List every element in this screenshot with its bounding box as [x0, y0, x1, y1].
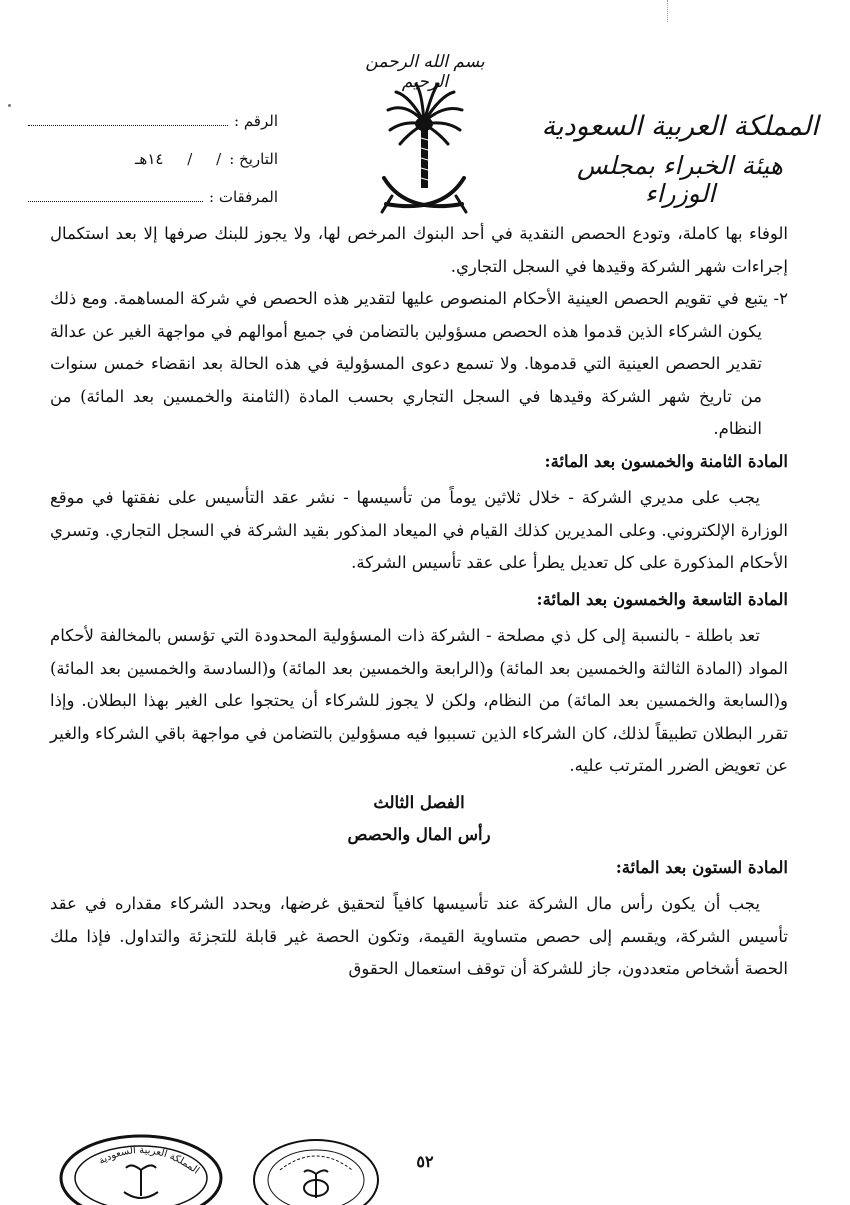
document-body: [50, 218, 788, 986]
scan-dot: [8, 104, 11, 107]
chapter-heading: الفصل الثالث: [373, 792, 465, 812]
attachments-line: [28, 200, 203, 202]
date-value: / / ١٤هـ: [135, 150, 222, 168]
article-160-heading: المادة الستون بعد المائة:: [615, 857, 788, 877]
scan-mark: [667, 0, 669, 22]
article-159-text: تعد باطلة - بالنسبة إلى كل ذي مصلحة - الشركة ذات المسؤولية المحدودة التي تؤسس بالمخالفة لأحكام المواد (المادة الثالثة والخمسين بعد المائة) و(الرابعة والخمسين بعد المائة) و(السادسة والخمسين بعد المائة) و(السابعة والخمسين بعد المائة) من النظام، ولكن لا يجوز للشركاء أن يحتجوا على الغير بهذا البطلان. وإذا تقرر البطلان تطبيقاً لذلك، كان الشركاء الذين تسببوا فيه مسؤولين بالتضامن في مواجهة باقي الشركاء والغير عن تعويض الضرر المترتب عليه.: [50, 626, 788, 775]
council-title: هيئة الخبراء بمجلس الوزراء: [576, 151, 783, 208]
council-seal-stamp-icon: [250, 1130, 382, 1205]
attachments-row: [28, 184, 278, 206]
official-seal-stamp-icon: [56, 1130, 226, 1205]
reference-label: الرقم :: [234, 112, 278, 130]
article-158-text: يجب على مديري الشركة - خلال ثلاثين يوماً من تأسيسها - نشر عقد التأسيس على نفقتها في موقع الوزارة الإلكتروني. وعلى المديرين كذلك القيام في الميعاد المذكور بقيد الشركة في السجل التجاري. وتسري الأحكام المذكورة على كل تعديل يطرأ على عقد تأسيس الشركة.: [50, 488, 788, 572]
basmala: بسم الله الرحمن الرحيم: [365, 52, 485, 92]
article-160-text: يجب أن يكون رأس مال الشركة عند تأسيسها كافياً لتحقيق غرضها، ويحدد الشركاء مقداره في عقد تأسيس الشركة، ويقسم إلى حصص متساوية القيمة، وتكون الحصة غير قابلة للتجزئة والتداول. فإذا ملك الحصة أشخاص متعددون، جاز للشركة أن توقف استعمال الحقوق: [50, 894, 788, 978]
clause-2: ٢- يتبع في تقويم الحصص العينية الأحكام المنصوص عليها لتقدير هذه الحصص في شركة المساهمة. ومع ذلك يكون الشركاء الذين قدموا هذه الحصص مسؤولين بالتضامن في جميع أموالهم في مواجهة الغير عن عدالة تقدير الحصص العينية التي قدموها. ولا تسمع دعوى المسؤولية في هذه الحالة بعد انقضاء خمس سنوات من تاريخ شهر الشركة وقيدها في السجل التجاري بحسب المادة (الثامنة والخمسين بعد المائة) من النظام.: [50, 289, 788, 438]
kingdom-title: المملكة العربية السعودية: [541, 111, 819, 142]
paragraph-continuation: الوفاء بها كاملة، وتودع الحصص النقدية في أحد البنوك المرخص لها، ولا يجوز للبنك صرفها إلا بعد استكمال إجراءات شهر الشركة وقيدها في السجل التجاري.: [50, 224, 788, 276]
attachments-label: المرفقات :: [209, 188, 278, 206]
date-label: التاريخ :: [229, 150, 278, 168]
date-row: [28, 146, 278, 168]
palm-swords-emblem-icon: [376, 82, 472, 232]
seal-text: المملكة العربية السعودية: [96, 1144, 201, 1177]
page-number: ٥٢: [416, 1152, 434, 1171]
reference-line: [28, 124, 228, 126]
article-158-heading: المادة الثامنة والخمسون بعد المائة:: [544, 451, 788, 471]
reference-number-row: [28, 108, 278, 130]
article-159-heading: المادة التاسعة والخمسون بعد المائة:: [536, 589, 788, 609]
chapter-title: رأس المال والحصص: [347, 825, 491, 844]
